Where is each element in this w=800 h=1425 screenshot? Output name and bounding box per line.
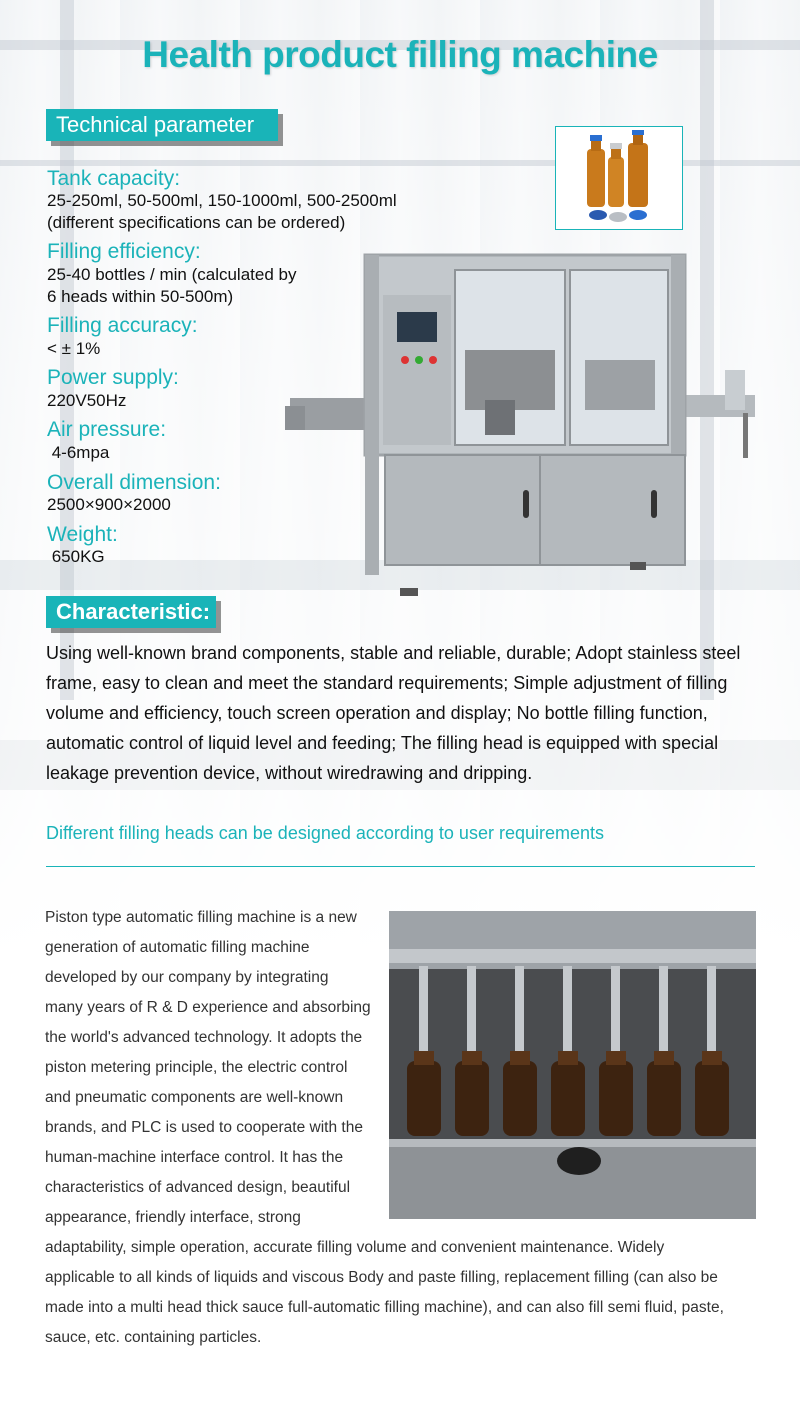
description-line: the world's advanced technology. It adopts the [45,1029,363,1046]
param-value-tank-capacity-1: 25-250ml, 50-500ml, 150-1000ml, 500-2500ml [47,191,397,210]
bottle-icon [587,135,605,207]
param-value-air-pressure: 4-6mpa [47,443,110,462]
page-title: Health product filling machine [142,34,658,75]
param-value-filling-efficiency-1: 25-40 bottles / min (calculated by [47,265,297,284]
description-line: applicable to all kinds of liquids and viscous Body and paste filling, replacement filling (can also be [45,1269,718,1286]
param-value-overall-dimension: 2500×900×2000 [47,495,171,514]
param-value-filling-efficiency-2: 6 heads within 50-500m) [47,287,234,306]
filling-machine-image [285,250,800,615]
param-value-tank-capacity-2: (different specifications can be ordered) [47,213,346,232]
characteristic-heading: Characteristic: [46,596,216,628]
param-label-weight: Weight: [47,523,118,546]
bottle-icon [608,143,624,207]
param-label-power-supply: Power supply: [47,366,179,389]
description-line: brands, and PLC is used to cooperate with the [45,1119,363,1136]
param-value-weight: 650KG [47,547,105,566]
description-line: human-machine interface control. It has the [45,1149,344,1166]
param-label-air-pressure: Air pressure: [47,418,167,441]
description-line: made into a multi head thick sauce full-automatic filling machine), and can also fill semi fluid, paste, [45,1299,724,1316]
description-line: generation of automatic filling machine [45,939,310,956]
description-line: piston metering principle, the electric control [45,1059,348,1076]
description-line: characteristics of advanced design, beautiful [45,1179,351,1196]
param-label-filling-efficiency: Filling efficiency: [47,240,201,263]
technical-parameter-heading: Technical parameter [46,109,278,141]
section-divider [46,866,755,867]
param-value-filling-accuracy: < ± 1% [47,339,101,358]
description-line: Piston type automatic filling machine is a new [45,909,357,926]
characteristic-body: Using well-known brand components, stable and reliable, durable; Adopt stainless steel frame, easy to clean and meet the standard requirements; Simple adjustment of filling volume and efficiency, touch screen operation and display; No bottle filling function, automatic control of liquid level and feeding; The filling head is equipped with special leakage prevention device, without wiredrawing and dripping. [46,643,741,783]
characteristic-accent: Different filling heads can be designed according to user requirements [46,823,604,843]
param-value-power-supply: 220V50Hz [47,391,127,410]
param-label-overall-dimension: Overall dimension: [47,471,221,494]
description-line: adaptability, simple operation, accurate filling volume and convenient maintenance. Widely [45,1239,665,1256]
description-line: and pneumatic components are well-known [45,1089,344,1106]
param-label-filling-accuracy: Filling accuracy: [47,314,198,337]
bottle-icon [628,130,648,207]
bottles-thumbnail [555,126,683,230]
filling-heads-photo [389,911,756,1219]
param-label-tank-capacity: Tank capacity: [47,167,181,190]
description-line: developed by our company by integrating [45,969,329,986]
description-line: appearance, friendly interface, strong [45,1209,301,1226]
description-line: many years of R & D experience and absorbing [45,999,371,1016]
description-line: sauce, etc. containing particles. [45,1329,262,1346]
